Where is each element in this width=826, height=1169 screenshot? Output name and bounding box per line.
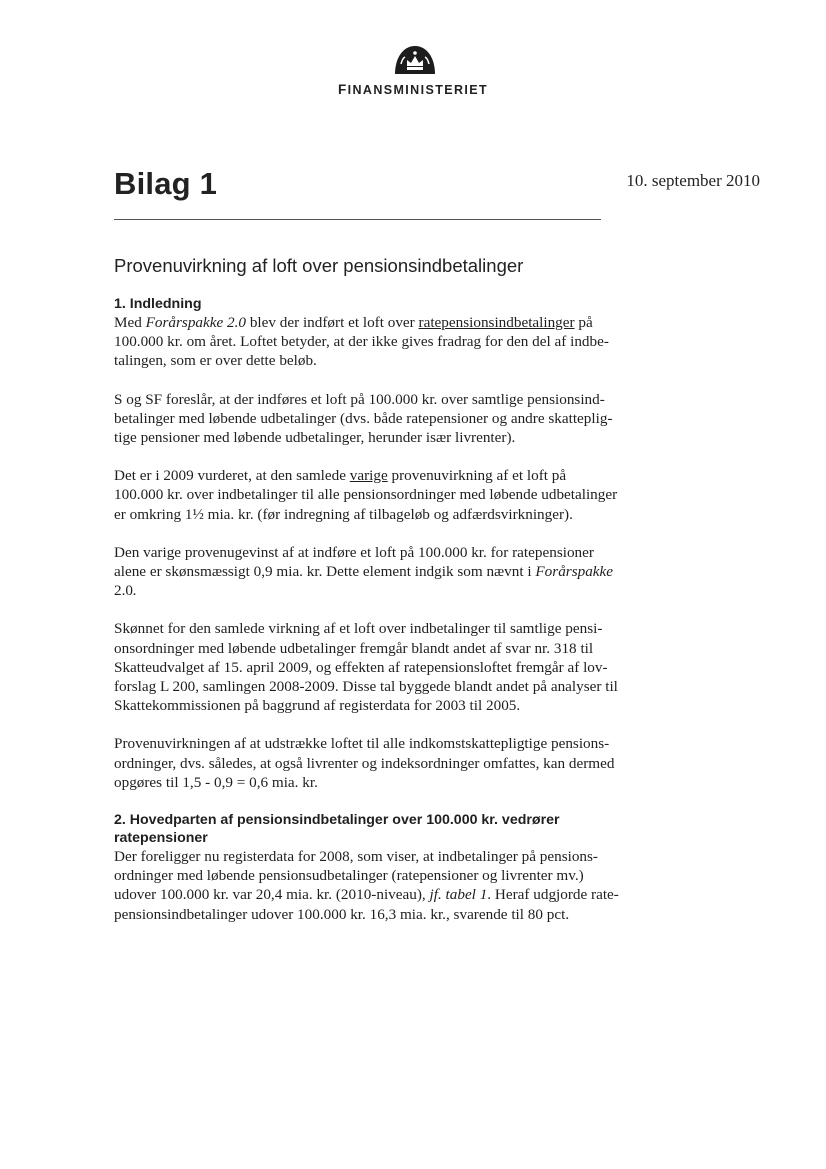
ministry-rest: INANSMINISTERIET	[347, 83, 489, 97]
divider	[114, 219, 601, 220]
paragraph	[114, 313, 634, 371]
text-line: Skønnet for den samlede virkning af et loft over indbetalinger til samtlige pensi-	[114, 620, 603, 638]
text-line: Skatteudvalget af 15. april 2009, og effekten af ratepensionsloftet fremgår af lov-	[114, 658, 608, 676]
text-line: 100.000 kr. over indbetalinger til alle pensionsordninger med løbende udbetalinger	[114, 486, 618, 504]
text-line: Skattekommissionen på baggrund af registerdata for 2003 til 2005.	[114, 697, 521, 715]
text-line: ordninger, dvs. således, at også livrenter og indeksordninger omfattes, kan dermed	[114, 754, 615, 772]
crown-icon	[393, 40, 437, 76]
text-line: onsordninger med løbende udbetalinger fremgår blandt andet af svar nr. 318 til	[114, 639, 594, 657]
text-line: ordninger med løbende pensionsudbetalinger (ratepensioner og livrenter mv.)	[114, 867, 584, 885]
text-line: tige pensioner med løbende udbetalinger, herunder især livrenter).	[114, 429, 516, 447]
text-line: udover 100.000 kr. var 20,4 mia. kr. (2010-niveau), jf. tabel 1. Heraf udgjorde rate-	[114, 886, 619, 904]
document-title: Provenuvirkning af loft over pensionsindbetalinger	[114, 255, 524, 276]
text-line: Provenuvirkningen af at udstrække loftet til alle indkomstskattepligtige pensions-	[114, 735, 610, 753]
section-heading: 1. Indledning	[114, 296, 202, 312]
section	[114, 295, 634, 792]
text-line: 100.000 kr. om året. Loftet betyder, at der ikke gives fradrag for den del af indbe-	[114, 333, 609, 351]
section-heading: 2. Hovedparten af pensionsindbetalinger over 100.000 kr. vedrører ratepensioner	[114, 812, 560, 847]
document-date: 10. september 2010	[626, 171, 760, 190]
appendix-label: Bilag 1	[114, 166, 218, 201]
paragraph	[114, 847, 634, 924]
paragraph	[114, 543, 634, 601]
text-line: opgøres til 1,5 - 0,9 = 0,6 mia. kr.	[114, 773, 318, 791]
text-line: talingen, som er over dette beløb.	[114, 352, 317, 370]
paragraph	[114, 734, 634, 792]
ministry-name	[300, 82, 526, 97]
ministry-initial: F	[337, 82, 348, 97]
text-line: er omkring 1½ mia. kr. (før indregning af tilbageløb og adfærdsvirkninger).	[114, 505, 573, 523]
text-line: S og SF foreslår, at der indføres et loft på 100.000 kr. over samtlige pensionsind-	[114, 390, 605, 408]
text-line: Med Forårspakke 2.0 blev der indført et loft over ratepensionsindbetalinger på	[114, 314, 593, 331]
section	[114, 811, 634, 924]
text-line: 2.0.	[114, 582, 137, 600]
text-line: betalinger med løbende udbetalinger (dvs. både ratepensioner og andre skatteplig-	[114, 409, 613, 427]
paragraph	[114, 390, 634, 448]
text-line: forslag L 200, samlingen 2008-2009. Disse tal byggede blandt andet på analyser til	[114, 678, 618, 696]
text-line: Den varige provenugevinst af at indføre et loft på 100.000 kr. for ratepensioner	[114, 543, 594, 561]
text-line: pensionsindbetalinger udover 100.000 kr. 16,3 mia. kr., svarende til 80 pct.	[114, 905, 570, 923]
paragraph	[114, 466, 634, 524]
text-line: Der foreligger nu registerdata for 2008, som viser, at indbetalinger på pensions-	[114, 848, 598, 866]
paragraph	[114, 619, 634, 715]
text-line: Det er i 2009 vurderet, at den samlede varige provenuvirkning af et loft på	[114, 467, 567, 485]
document-body	[114, 295, 634, 943]
text-line: alene er skønsmæssigt 0,9 mia. kr. Dette element indgik som nævnt i Forårspakke	[114, 563, 614, 581]
